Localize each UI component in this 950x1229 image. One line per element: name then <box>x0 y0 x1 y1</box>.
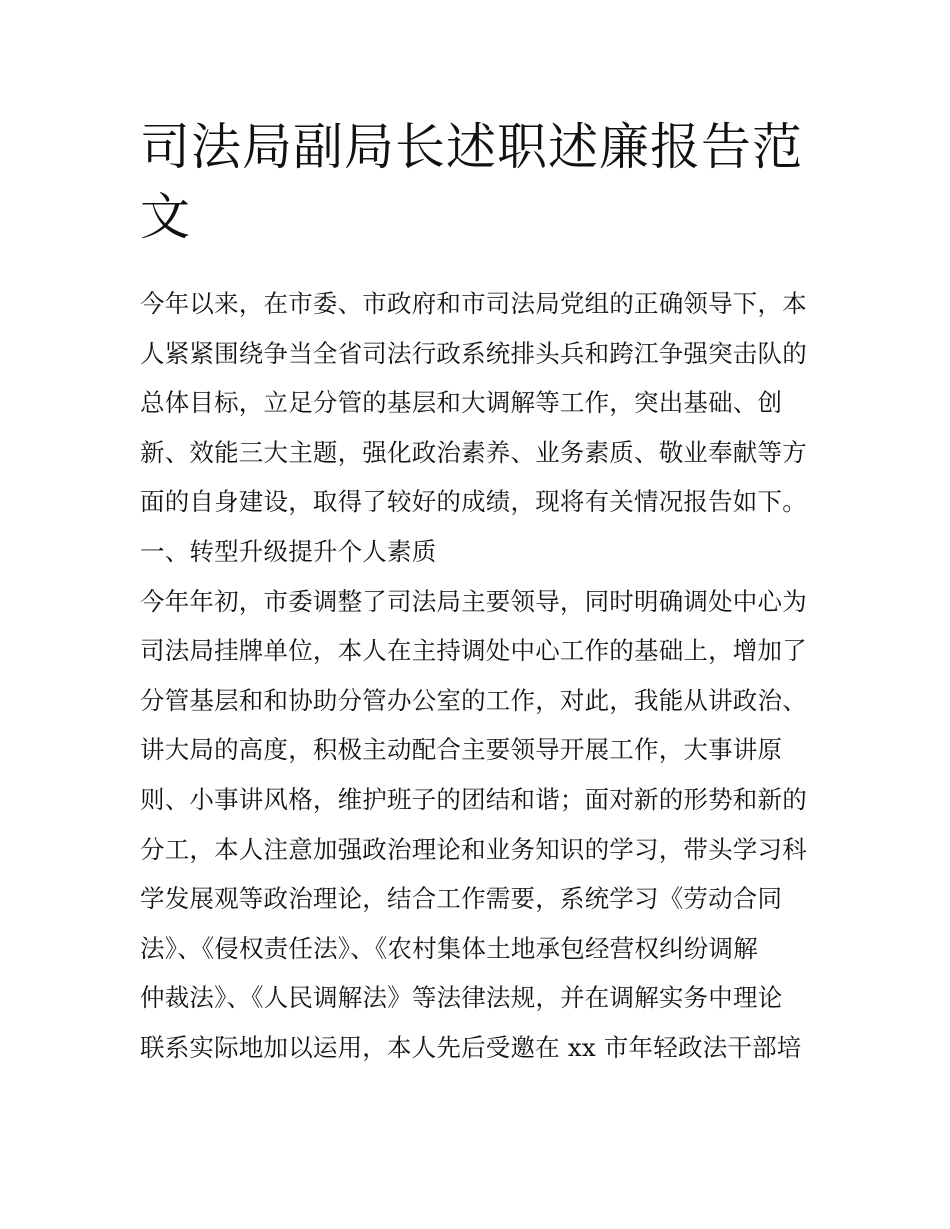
title-line: 文 <box>140 188 191 246</box>
section-heading: 一、转型升级提升个人素质 <box>140 536 437 566</box>
paragraph-line: 则、小事讲风格，维护班子的团结和谐；面对新的形势和新的 <box>140 784 807 814</box>
paragraph-line: 法》、《侵权责任法》、《农村集体土地承包经营权纠纷调解 <box>140 933 758 963</box>
document-body <box>140 279 820 1073</box>
paragraph-line: 联系实际地加以运用，本人先后受邀在 xx 市年轻政法干部培 <box>140 1032 802 1062</box>
paragraph-line: 司法局挂牌单位，本人在主持调处中心工作的基础上，增加了 <box>140 636 807 666</box>
paragraph-line: 分工，本人注意加强政治理论和业务知识的学习，带头学习科 <box>140 834 807 864</box>
paragraph-line: 今年年初，市委调整了司法局主要领导，同时明确调处中心为 <box>140 586 807 616</box>
paragraph-line: 面的自身建设，取得了较好的成绩，现将有关情况报告如下。 <box>140 487 807 517</box>
paragraph-line: 总体目标，立足分管的基层和大调解等工作，突出基础、创 <box>140 388 783 418</box>
paragraph-line: 仲裁法》、《人民调解法》等法律法规，并在调解实务中理论 <box>140 983 783 1013</box>
paragraph-line: 人紧紧围绕争当全省司法行政系统排头兵和跨江争强突击队的 <box>140 338 807 368</box>
paragraph-line: 分管基层和和协助分管办公室的工作，对此，我能从讲政治、 <box>140 685 807 715</box>
paragraph-line: 讲大局的高度，积极主动配合主要领导开展工作，大事讲原 <box>140 735 783 765</box>
document-title <box>140 112 820 252</box>
document-content <box>140 112 820 1073</box>
title-line: 司法局副局长述职述廉报告范 <box>140 118 803 176</box>
paragraph-line: 新、效能三大主题，强化政治素养、业务素质、敬业奉献等方 <box>140 437 807 467</box>
paragraph-line: 今年以来，在市委、市政府和市司法局党组的正确领导下，本 <box>140 289 807 318</box>
paragraph-line: 学发展观等政治理论，结合工作需要，系统学习《劳动合同 <box>140 884 783 914</box>
